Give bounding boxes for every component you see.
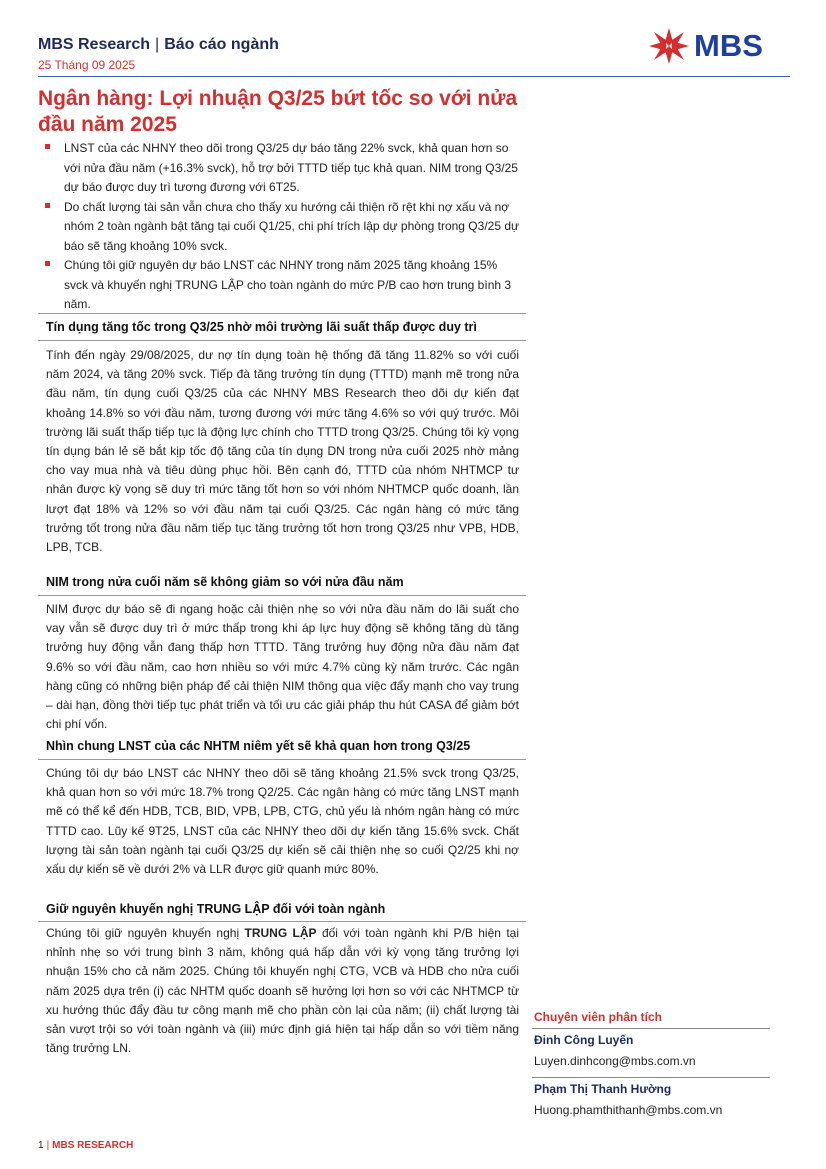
bullet-square-icon <box>45 203 50 208</box>
section-divider <box>38 595 526 596</box>
report-type: Báo cáo ngành <box>164 36 279 53</box>
header-divider <box>38 76 790 77</box>
analyst-name: Phạm Thị Thanh Hường <box>534 1082 672 1096</box>
header-separator: | <box>155 36 160 53</box>
logo-text: MBS <box>694 28 763 63</box>
summary-bullet: Do chất lượng tài sản vẫn chưa cho thấy xu hướng cải thiện rõ rệt khi nợ xấu và nợ nhóm 2 toàn ngành bật tăng tại cuối Q1/25, chi phí trích lập dự phòng trong Q3/25 dự báo sẽ tăng khoảng 10% svck. <box>44 198 520 257</box>
section-body-credit: Tính đến ngày 29/08/2025, dư nợ tín dụng toàn hệ thống đã tăng 11.82% so với cuối năm 2024, và tăng 20% svck. Tiếp đà tăng trưởng tín dụng (TTTD) mạnh mẽ trong nửa đầu năm, tín dụng cuối Q3/25 của các NHNY MBS Research theo dõi dự kiến đạt khoảng 14.8% so với đầu năm, tương đương với mức tăng 4.6% so với quý trước. Môi trường lãi suất thấp tiếp tục là động lực chính cho TTTD trong Q3/25. Chúng tôi kỳ vọng tín dụng bán lẻ sẽ bắt kịp tốc độ tăng của tín dụng DN trong nửa cuối 2025 nhờ mảng cho vay mua nhà và tiêu dùng phục hồi. Bên cạnh đó, TTTD của nhóm NHTMCP tư nhân được kỳ vọng sẽ duy trì mức tăng tốt hơn so với nhóm NHTMCP quốc doanh, lần lượt đạt 18% và 12% so với đầu năm tại cuối Q3/25. Các ngân hàng có mức tăng trưởng tốt trong nửa đầu năm tiếp tục tăng trưởng tốt hơn trong Q3/25 như VPB, HDB, LPB, TCB. <box>46 348 519 555</box>
mbs-logo <box>646 26 786 66</box>
section-heading-nim: NIM trong nửa cuối năm sẽ không giảm so với nửa đầu năm <box>46 575 404 589</box>
analyst-name: Đinh Công Luyến <box>534 1033 634 1047</box>
summary-bullet: LNST của các NHNY theo dõi trong Q3/25 dự báo tăng 22% svck, khả quan hơn so với nửa đầu năm (+16.3% svck), hỗ trợ bởi TTTD tiếp tục khả quan. NIM trong Q3/25 dự báo được duy trì tương đương với 6T25. <box>44 139 520 198</box>
recommendation-rating: TRUNG LẬP <box>244 926 317 940</box>
report-header <box>38 36 279 54</box>
section-divider <box>38 759 526 760</box>
section-heading-profit: Nhìn chung LNST của các NHTM niêm yết sẽ khả quan hơn trong Q3/25 <box>46 739 471 753</box>
footer-label: MBS RESEARCH <box>52 1140 134 1151</box>
section-divider <box>38 921 526 922</box>
section-body-profit: Chúng tôi dự báo LNST các NHNY theo dõi sẽ tăng khoảng 21.5% svck trong Q3/25, khả quan hơn so với mức 18.7% trong Q2/25. Các ngân hàng có mức tăng LNST mạnh mẽ có thể kể đến HDB, TCB, BID, VPB, LPB, CTG, chủ yếu là nhóm ngân hàng có mức TTTD cao. Lũy kế 9T25, LNST của các NHNY theo dõi dự kiến tăng 15.6% svck. Chất lượng tài sản toàn ngành tại cuối Q3/25 dự kiến sẽ cải thiện nhẹ so cuối Q2/25 khi nợ xấu dự kiến sẽ về dưới 2% và LLR được giữ quanh mức 80%. <box>46 766 519 877</box>
page-number: 1 <box>38 1140 44 1151</box>
analyst-divider <box>532 1077 770 1078</box>
summary-bullets <box>44 139 520 315</box>
section-heading-credit: Tín dụng tăng tốc trong Q3/25 nhờ môi trường lãi suất thấp được duy trì <box>46 320 477 334</box>
section-body-recommendation: Chúng tôi giữ nguyên khuyến nghị TRUNG LẬP đối với toàn ngành khi P/B hiện tại nhỉnh nhẹ so với trung bình 3 năm, không quá hấp dẫn với kỳ vọng tăng trưởng lợi nhuận 15% cho cả năm 2025. Chúng tôi khuyến nghị CTG, VCB và HDB cho nửa cuối năm 2025 dựa trên (i) các NHTM quốc doanh sẽ hưởng lợi hơn so với các NHTMCP từ xu hướng thúc đẩy đầu tư công mạnh mẽ cho phần còn lại của năm; (ii) chất lượng tài sản vượt trội so với toàn ngành và (iii) mức định giá hiện tại hấp dẫn so với tiềm năng tăng trưởng LN. <box>46 926 519 1056</box>
footer-separator: | <box>46 1140 50 1151</box>
analyst-email[interactable]: Huong.phamthithanh@mbs.com.vn <box>534 1103 723 1117</box>
summary-bullet: Chúng tôi giữ nguyên dự báo LNST các NHNY trong năm 2025 tăng khoảng 15% svck và khuyến nghị TRUNG LẬP cho toàn ngành do mức P/B cao hơn trung bình 3 năm. <box>44 256 520 315</box>
analyst-email[interactable]: Luyen.dinhcong@mbs.com.vn <box>534 1054 696 1068</box>
star-logo-icon <box>646 26 692 66</box>
analysts-heading: Chuyên viên phân tích <box>534 1010 663 1024</box>
page-title: Ngân hàng: Lợi nhuận Q3/25 bứt tốc so với nửa đầu năm 2025 <box>38 87 518 136</box>
analyst-divider <box>532 1028 770 1029</box>
section-divider <box>38 340 526 341</box>
bullet-square-icon <box>45 144 50 149</box>
section-body-nim: NIM được dự báo sẽ đi ngang hoặc cải thiện nhẹ so với nửa đầu năm do lãi suất cho vay vẫn sẽ được duy trì ở mức thấp trong khi áp lực huy động sẽ không tăng dù tăng trưởng huy động vẫn đang thấp hơn TTTD. Tăng trưởng huy động nửa đầu năm đạt 9.6% so với đầu năm, cao hơn nhiều so với mức 4.7% cùng kỳ năm trước. Các ngân hàng cũng có những biện pháp để cải thiện NIM thông qua việc đẩy mạnh cho vay trung – dài hạn, đồng thời tiếp tục phát triển và tối ưu các giải pháp thu hút CASA để giảm bớt chi phí vốn. <box>46 602 519 732</box>
brand-name: MBS Research <box>38 36 151 53</box>
bullet-square-icon <box>45 261 50 266</box>
page-footer <box>38 1140 133 1151</box>
report-date: 25 Tháng 09 2025 <box>38 58 136 72</box>
section-heading-recommendation: Giữ nguyên khuyến nghị TRUNG LẬP đối với toàn ngành <box>46 902 386 916</box>
summary-divider <box>38 313 526 314</box>
